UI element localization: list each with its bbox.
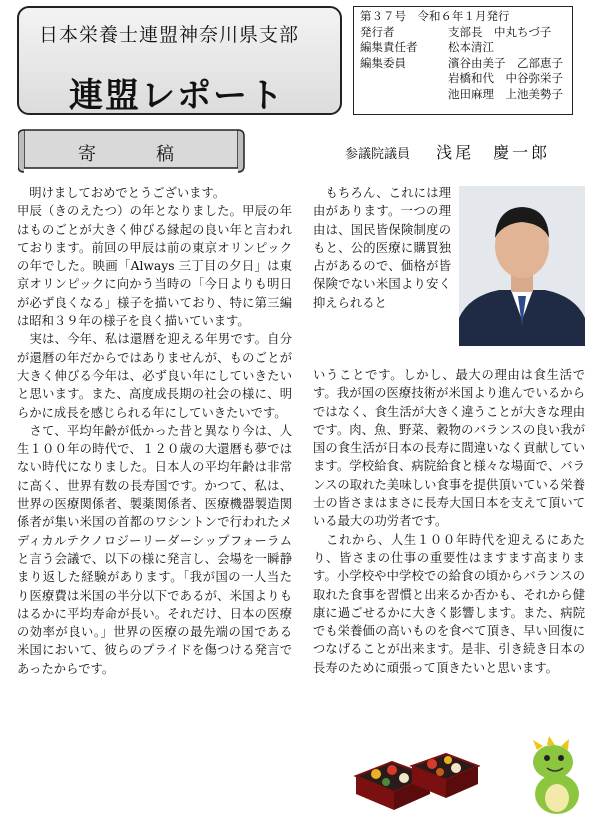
paragraph: 明けましておめでとうございます。 — [17, 186, 226, 200]
person-icon — [459, 186, 585, 346]
paragraph: さて、平均年齢が低かった昔と異なり今は、人生１００年の時代で、１２０歳の大還暦も夢ではない時代になりました。日本人の平均年齢は非常に高く、世界有数の長寿国です。かつて、私は、世界の医療関係者、製薬関係者、医療機器製造関係者が集い米国の首都のワシントンで行われたメディカルテクノロジーリーダーシップフォーラムと言う会議で、以下の様に発言し、会場を一瞬静まり返した経験があります。「我が国の一人当たり医療費は米国の半分以下であるが、米国よりもはるかに平均寿命が長い。それだけ、日本の医療の効率が良い。」世界の医療の最先端の国である米国において、彼らのプライドを傷つける発言であったからです。 — [17, 423, 292, 676]
food-icon — [352, 736, 480, 816]
org-name: 日本栄養士連盟神奈川県支部 — [39, 24, 300, 46]
author-line — [345, 140, 550, 163]
section-scroll-banner — [18, 126, 246, 174]
issue-info-box — [353, 6, 573, 115]
staff-row: 岩橋和代 中谷弥栄子 — [448, 71, 563, 85]
dragon-illustration — [525, 736, 587, 816]
newsletter-title: 連盟レポート — [69, 76, 285, 116]
article-right-column — [313, 366, 585, 677]
article-left-column — [17, 184, 292, 678]
dragon-icon — [525, 736, 587, 816]
author-name: 浅尾 慶一郎 — [436, 143, 551, 162]
paragraph: いうことです。しかし、最大の理由は食生活です。我が国の医療技術が米国より進んでいるからではなく、食生活が大きく違うことが大きな理由です。肉、魚、野菜、穀物のバランスの良い我が国の食生活が日本の長寿に間違いなく貢献しています。学校給食、病院給食と様々な場面で、バランスの取れた美味しい食事を提供頂いている栄養士の皆さまはまさに長寿大国日本を支えて頂いている最大の功労者です。 — [313, 368, 585, 529]
article-right-top — [313, 184, 451, 312]
staff-row: 編集責任者 松本清江 — [360, 40, 494, 54]
staff-row: 編集委員 濱谷由美子 乙部恵子 — [360, 55, 563, 70]
paragraph: もちろん、これには理由があります。一つの理由は、国民皆保険制度のもと、公的医療に購買独占があるので、価格が皆保険でない米国より安く抑えられると — [313, 186, 451, 310]
portrait-photo — [459, 186, 585, 346]
osechi-box-illustration — [352, 736, 480, 816]
paragraph: 甲辰（きのえたつ）の年となりました。甲辰の年はものごとが大きく伸びる縁起の良い年と言われております。前回の甲辰は前の東京オリンピックの年でした。映画「Always 三丁目の夕日」は東京オリンピックに向かう当時の「今日よりも明日が必ず良くなる」様子を描いており、特に第三編は昭和３９年の様子を良く描いています。 — [17, 204, 292, 329]
paragraph: 実は、今年、私は還暦を迎える年男です。自分が還暦の年だからではありませんが、ものごとが大きく伸びる今年は、必ず良い年にしていきたいと思います。また、高度成長期の社会の様に、明らかに成長を感じられる年にしていきたいです。 — [17, 332, 292, 420]
section-label: 寄稿 — [78, 144, 234, 165]
issue-line: 第３７号 令和６年１月発行 — [360, 9, 510, 23]
paragraph: これから、人生１００年時代を迎えるにあたり、皆さまの仕事の重要性はますます高まります。小学校や中学校での給食の頃からバランスの取れた食事を習慣と出来るか否かも、それから健康に過ごせるかに大きく影響します。また、病院でも栄養価の高いものを食べて頂き、早い回復につなげることが出来ます。是非、引き続き日本の長寿のために頑張って頂きたいと思います。 — [313, 532, 585, 675]
staff-row: 池田麻理 上池美勢子 — [448, 86, 563, 101]
masthead-box — [17, 6, 342, 115]
staff-row: 発行者 支部長 中丸ちづ子 — [360, 24, 552, 39]
author-role: 参議院議員 — [345, 147, 411, 162]
